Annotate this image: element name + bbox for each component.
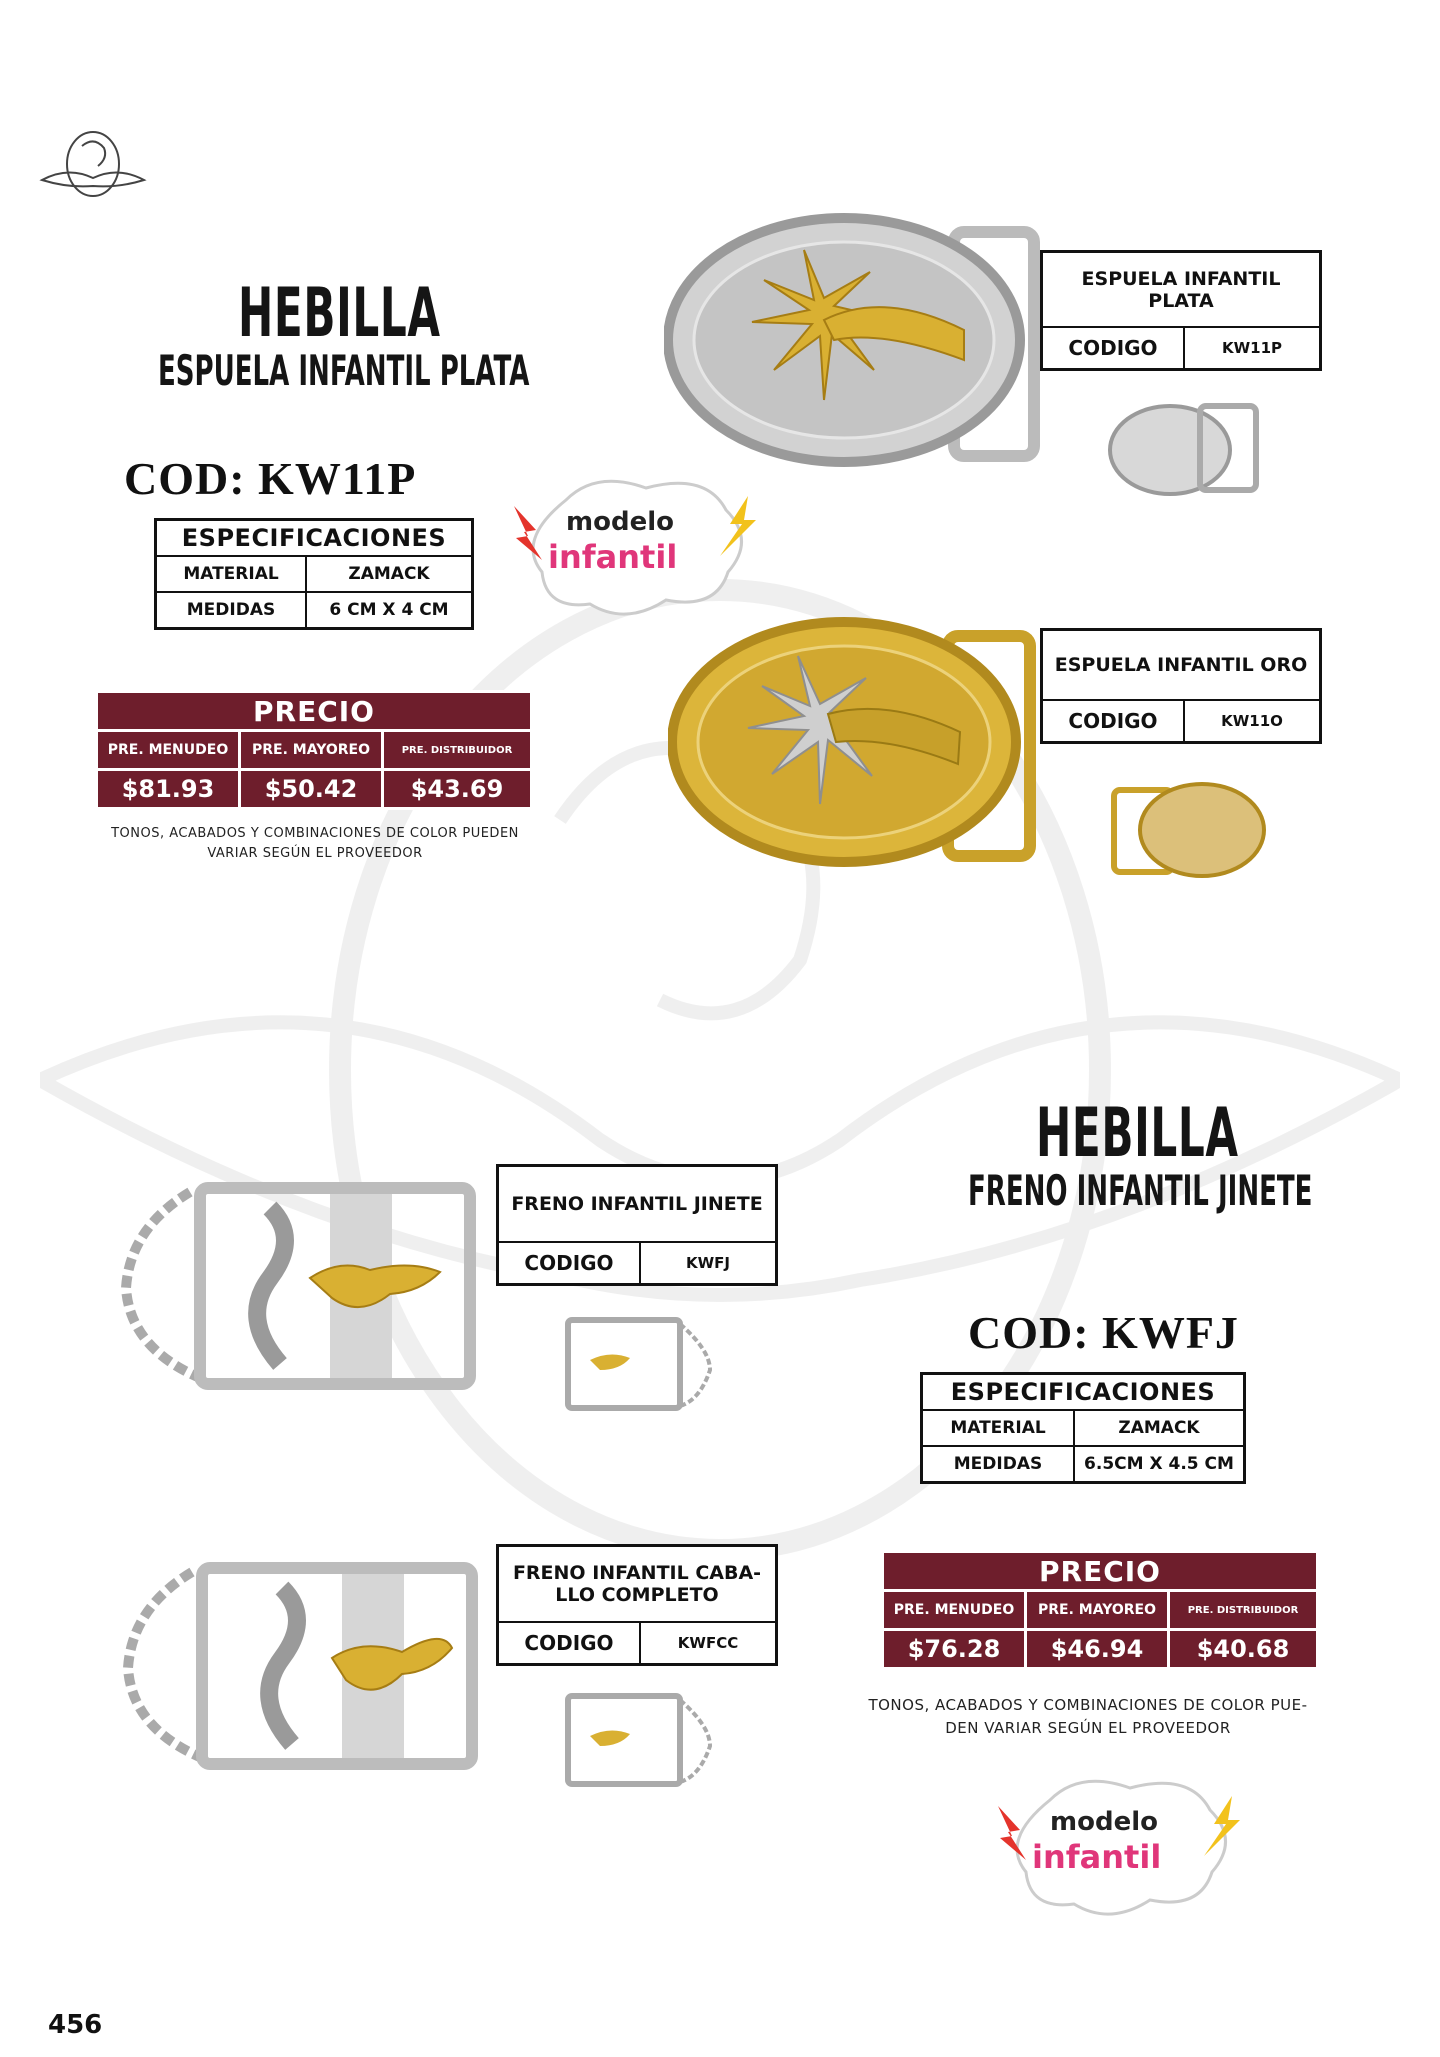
variant-card-silver	[1040, 250, 1322, 371]
product1-price-table	[95, 690, 533, 810]
price-value-menudeo: $76.28	[884, 1631, 1024, 1667]
bit-caballo-buckle-small-image	[560, 1686, 720, 1796]
page-number: 456	[48, 2010, 103, 2040]
silver-spur-buckle-image	[664, 210, 1044, 470]
product2-price-table	[881, 1550, 1319, 1670]
variant-code: KW11P	[1221, 339, 1283, 357]
product1-title: HEBILLA	[238, 274, 441, 353]
bit-caballo-buckle-image	[112, 1548, 492, 1788]
badge-top-text: modelo	[566, 507, 674, 537]
variant-code-label: CODIGO	[499, 1623, 641, 1663]
variant-card-gold	[1040, 628, 1322, 744]
spec-value-medidas: 6.5CM X 4.5 CM	[1074, 1446, 1245, 1483]
bit-jinete-buckle-image	[110, 1168, 490, 1408]
variant-name: ESPUELA INFANTIL PLATA	[1043, 253, 1319, 328]
note-line: TONOS, ACABADOS Y COMBINACIONES DE COLOR PUE-	[868, 1696, 1308, 1714]
variant-name-line: FRENO INFANTIL CABA-	[512, 1562, 762, 1584]
price-value-distribuidor: $40.68	[1170, 1631, 1316, 1667]
variant-code-label: CODIGO	[1043, 328, 1185, 368]
badge-bottom-text: infantil	[1032, 1838, 1162, 1876]
price-header: PRECIO	[884, 1553, 1316, 1589]
price-value-distribuidor: $43.69	[384, 771, 530, 807]
variant-card-caballo	[496, 1544, 778, 1666]
spec-header: ESPECIFICACIONES	[922, 1374, 1245, 1411]
variant-code-label: CODIGO	[1043, 701, 1185, 741]
product2-spec-table	[920, 1372, 1246, 1484]
badge-bottom-text: infantil	[548, 538, 678, 576]
note-line: DEN VARIAR SEGÚN EL PROVEEDOR	[945, 1719, 1231, 1737]
variant-code: KWFCC	[677, 1634, 739, 1652]
spec-label-medidas: MEDIDAS	[156, 592, 307, 629]
variant-card-jinete	[496, 1164, 778, 1286]
spec-label-material: MATERIAL	[156, 556, 307, 592]
price-header: PRECIO	[98, 693, 530, 729]
price-value-mayoreo: $46.94	[1027, 1631, 1167, 1667]
variant-name: FRENO INFANTIL JINETE	[499, 1167, 775, 1243]
note-line: VARIAR SEGÚN EL PROVEEDOR	[207, 846, 423, 861]
modelo-infantil-badge	[506, 460, 766, 630]
variant-name: ESPUELA INFANTIL ORO	[1043, 631, 1319, 701]
product1-code: COD: KW11P	[124, 453, 417, 504]
variant-code: KWFJ	[686, 1254, 730, 1272]
price-label-mayoreo: PRE. MAYOREO	[1027, 1592, 1167, 1628]
price-value-mayoreo: $50.42	[241, 771, 381, 807]
price-label-distribuidor: PRE. DISTRIBUIDOR	[384, 732, 530, 768]
variant-code-label: CODIGO	[499, 1243, 641, 1283]
product1-note	[90, 824, 540, 864]
product1-spec-table	[154, 518, 474, 630]
spec-label-material: MATERIAL	[922, 1410, 1075, 1446]
variant-name-line: LLO COMPLETO	[555, 1584, 719, 1606]
modelo-infantil-badge	[990, 1760, 1250, 1930]
product1-subtitle: ESPUELA INFANTIL PLATA	[158, 346, 530, 395]
product2-title: HEBILLA	[1036, 1094, 1239, 1173]
price-label-distribuidor: PRE. DISTRIBUIDOR	[1170, 1592, 1316, 1628]
spec-value-material: ZAMACK	[306, 556, 473, 592]
spec-label-medidas: MEDIDAS	[922, 1446, 1075, 1483]
product2-code: COD: KWFJ	[968, 1307, 1239, 1358]
price-value-menudeo: $81.93	[98, 771, 238, 807]
price-label-menudeo: PRE. MENUDEO	[98, 732, 238, 768]
gold-spur-buckle-image	[668, 614, 1038, 870]
badge-top-text: modelo	[1050, 1807, 1158, 1837]
silver-spur-buckle-back-image	[1104, 396, 1264, 500]
variant-code: KW11O	[1221, 712, 1283, 730]
product2-subtitle: FRENO INFANTIL JINETE	[968, 1166, 1313, 1215]
bit-jinete-buckle-small-image	[560, 1310, 720, 1420]
company-logo	[38, 122, 148, 212]
spec-value-medidas: 6 CM X 4 CM	[306, 592, 473, 629]
spec-header: ESPECIFICACIONES	[156, 520, 473, 557]
price-label-menudeo: PRE. MENUDEO	[884, 1592, 1024, 1628]
variant-name	[499, 1547, 775, 1623]
price-label-mayoreo: PRE. MAYOREO	[241, 732, 381, 768]
note-line: TONOS, ACABADOS Y COMBINACIONES DE COLOR PUEDEN	[111, 826, 519, 841]
product2-note	[846, 1694, 1330, 1740]
gold-spur-buckle-back-image	[1110, 778, 1270, 882]
spec-value-material: ZAMACK	[1074, 1410, 1245, 1446]
